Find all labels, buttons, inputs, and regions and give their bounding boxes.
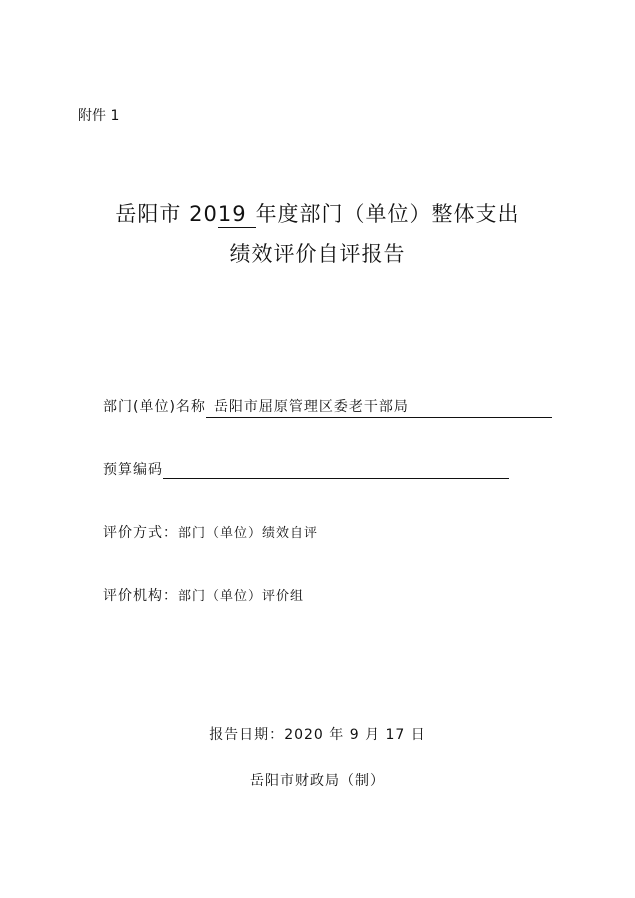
department-name-label: 部门(单位)名称 [103, 399, 206, 415]
evaluation-method-row [103, 522, 318, 542]
budget-code-value [163, 460, 509, 479]
evaluation-body-label: 评价机构： [103, 588, 178, 604]
title-suffix: 年度部门（单位）整体支出 [255, 202, 520, 226]
evaluation-method-value: 部门（单位）绩效自评 [178, 526, 319, 541]
budget-code-row [103, 459, 509, 479]
attachment-label: 附件 1 [78, 108, 120, 124]
report-date-value: 2020 年 9 月 17 日 [284, 727, 426, 743]
department-name-value: 岳阳市屈原管理区委老干部局 [206, 399, 552, 418]
budget-code-label: 预算编码 [103, 462, 163, 478]
report-date-label: 报告日期： [209, 727, 285, 743]
title-prefix: 岳阳市 20 [115, 202, 218, 226]
report-title-line-2: 绩效评价自评报告 [229, 242, 406, 266]
title-year-field: 19 [218, 203, 256, 228]
report-date [0, 724, 635, 744]
evaluation-body-value: 部门（单位）评价组 [178, 589, 305, 604]
report-title-line-1 [0, 198, 635, 228]
evaluation-body-row [103, 585, 304, 605]
evaluation-method-label: 评价方式： [103, 525, 178, 541]
department-name-row [103, 396, 552, 418]
issuer-line: 岳阳市财政局（制） [250, 773, 385, 789]
